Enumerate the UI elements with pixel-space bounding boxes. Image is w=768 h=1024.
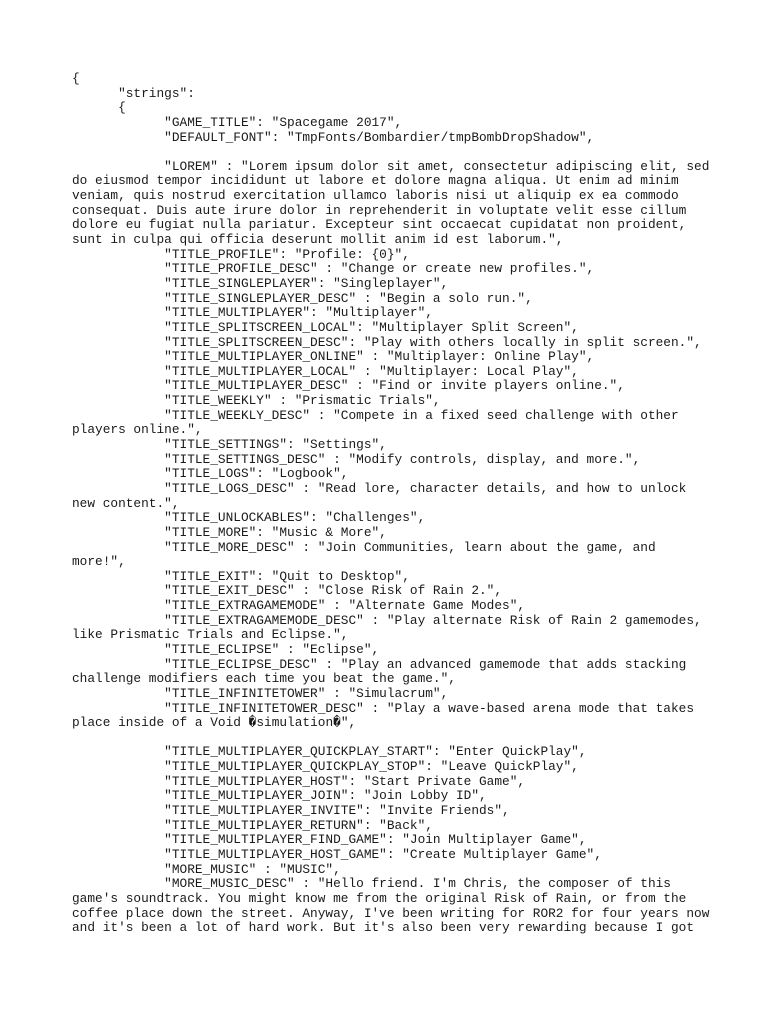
document-line: place inside of a Void �simulation�",	[72, 715, 357, 731]
document-line: "TITLE_EXIT_DESC" : "Close Risk of Rain 2.",	[72, 583, 503, 599]
document-line: like Prismatic Trials and Eclipse.",	[72, 627, 349, 643]
document-line: "TITLE_SETTINGS_DESC" : "Modify controls, display, and more.",	[72, 451, 641, 467]
document-line: "TITLE_EXTRAGAMEMODE" : "Alternate Game Modes",	[72, 598, 526, 614]
document-line: "TITLE_PROFILE_DESC" : "Change or create new profiles.",	[72, 261, 595, 277]
document-line: "MORE_MUSIC_DESC" : "Hello friend. I'm Chris, the composer of this	[72, 876, 671, 892]
document-line: "TITLE_SETTINGS": "Settings",	[72, 437, 387, 453]
document-line: "MORE_MUSIC" : "MUSIC",	[72, 861, 341, 877]
document-line: "TITLE_MULTIPLAYER_QUICKPLAY_STOP": "Leave QuickPlay",	[72, 759, 579, 775]
document-line: "TITLE_MULTIPLAYER_RETURN": "Back",	[72, 817, 433, 833]
document-line	[72, 145, 702, 160]
document-line: coffee place down the street. Anyway, I've been writing for ROR2 for four years now	[72, 905, 710, 921]
document-line: "TITLE_ECLIPSE_DESC" : "Play an advanced gamemode that adds stacking	[72, 656, 687, 672]
document-line: "TITLE_WEEKLY_DESC" : "Compete in a fixed seed challenge with other	[72, 407, 679, 423]
document-line: dolore eu fugiat nulla pariatur. Excepteur sint occaecat cupidatat non proident,	[72, 217, 687, 233]
document-line: "TITLE_MULTIPLAYER_JOIN": "Join Lobby ID",	[72, 788, 487, 804]
document-line: "TITLE_MULTIPLAYER": "Multiplayer",	[72, 305, 433, 321]
document-line: "TITLE_EXIT": "Quit to Desktop",	[72, 568, 410, 584]
document-line: "TITLE_EXTRAGAMEMODE_DESC" : "Play alternate Risk of Rain 2 gamemodes,	[72, 612, 702, 628]
document-line: "TITLE_INFINITETOWER_DESC" : "Play a wave-based arena mode that takes	[72, 700, 695, 716]
document-line: "TITLE_MORE": "Music & More",	[72, 524, 387, 540]
document-line: do eiusmod tempor incididunt ut labore et dolore magna aliqua. Ut enim ad minim	[72, 173, 679, 189]
document-line: {	[72, 100, 126, 116]
document-line: veniam, quis nostrud exercitation ullamco laboris nisi ut aliquip ex ea commodo	[72, 188, 679, 204]
document-line: "TITLE_INFINITETOWER" : "Simulacrum",	[72, 685, 449, 701]
document-line: "TITLE_MULTIPLAYER_DESC" : "Find or invite players online.",	[72, 378, 625, 394]
document-line	[72, 731, 702, 746]
document-line: sunt in culpa qui officia deserunt mollit anim id est laborum.",	[72, 232, 564, 248]
document-line: "DEFAULT_FONT": "TmpFonts/Bombardier/tmpBombDropShadow",	[72, 129, 595, 145]
document-line: and it's been a lot of hard work. But it's also been very rewarding because I got	[72, 920, 695, 936]
document-line: "TITLE_MULTIPLAYER_HOST": "Start Private Game",	[72, 773, 526, 789]
document-line: "TITLE_SINGLEPLAYER_DESC" : "Begin a solo run.",	[72, 290, 533, 306]
document-line: more!",	[72, 554, 126, 570]
document-line: players online.",	[72, 422, 203, 438]
document-line: "TITLE_MORE_DESC" : "Join Communities, learn about the game, and	[72, 539, 656, 555]
document-line: "TITLE_MULTIPLAYER_LOCAL" : "Multiplayer: Local Play",	[72, 363, 579, 379]
document-line: "strings":	[72, 85, 195, 101]
document-line: "TITLE_MULTIPLAYER_ONLINE" : "Multiplayer: Online Play",	[72, 349, 595, 365]
document-line: "TITLE_SINGLEPLAYER": "Singleplayer",	[72, 275, 449, 291]
document-line: "TITLE_SPLITSCREEN_DESC": "Play with others locally in split screen.",	[72, 334, 702, 350]
document-line: "TITLE_MULTIPLAYER_FIND_GAME": "Join Multiplayer Game",	[72, 832, 587, 848]
document-line: "GAME_TITLE": "Spacegame 2017",	[72, 114, 403, 130]
document-line: consequat. Duis aute irure dolor in reprehenderit in voluptate velit esse cillum	[72, 202, 687, 218]
document-line: "TITLE_UNLOCKABLES": "Challenges",	[72, 510, 426, 526]
document-line: "TITLE_WEEKLY" : "Prismatic Trials",	[72, 393, 441, 409]
document-line: new content.",	[72, 495, 180, 511]
document-line: "TITLE_PROFILE": "Profile: {0}",	[72, 246, 410, 262]
document-line: "TITLE_MULTIPLAYER_INVITE": "Invite Friends",	[72, 803, 510, 819]
document-line: "TITLE_ECLIPSE" : "Eclipse",	[72, 641, 380, 657]
document-line: {	[72, 71, 80, 86]
document-line: "LOREM" : "Lorem ipsum dolor sit amet, consectetur adipiscing elit, sed	[72, 158, 710, 174]
document-line: "TITLE_LOGS_DESC" : "Read lore, character details, and how to unlock	[72, 480, 687, 496]
document-line: game's soundtrack. You might know me from the original Risk of Rain, or from the	[72, 890, 687, 906]
document-line: "TITLE_MULTIPLAYER_QUICKPLAY_START": "Enter QuickPlay",	[72, 744, 587, 760]
document-line: "TITLE_SPLITSCREEN_LOCAL": "Multiplayer Split Screen",	[72, 319, 579, 335]
document-line: "TITLE_LOGS": "Logbook",	[72, 466, 349, 482]
document-line: "TITLE_MULTIPLAYER_HOST_GAME": "Create Multiplayer Game",	[72, 846, 602, 862]
document-body	[72, 71, 710, 936]
document-line: challenge modifiers each time you beat the game.",	[72, 671, 456, 687]
